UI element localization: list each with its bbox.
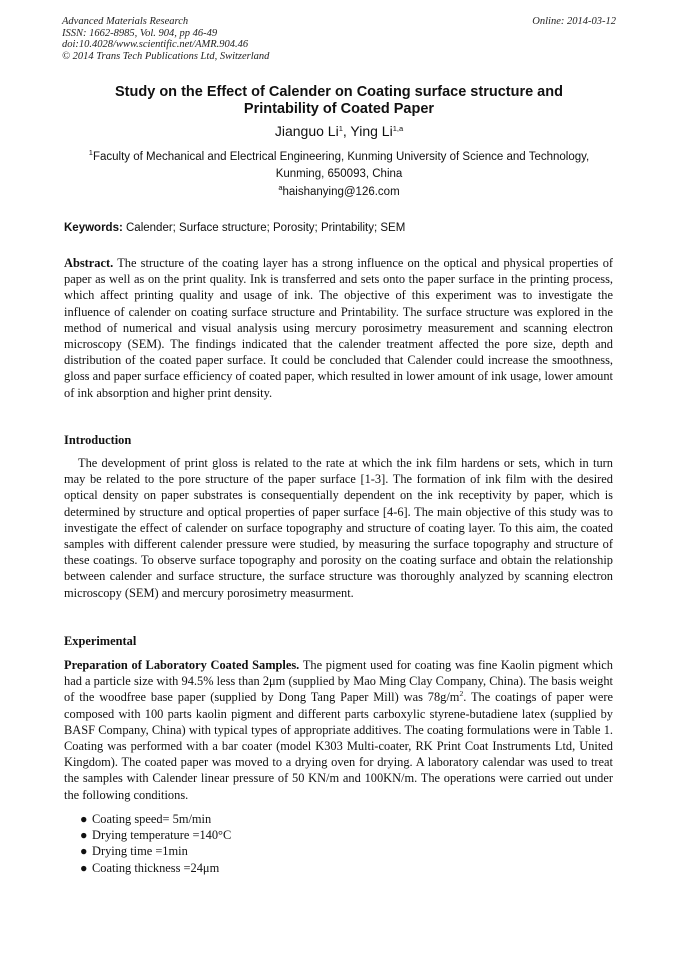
copyright-line: © 2014 Trans Tech Publications Ltd, Switzerland: [62, 50, 270, 62]
list-item: ● Coating speed= 5m/min: [80, 812, 212, 826]
paper-title: [62, 84, 616, 118]
email-link[interactable]: haishanying@126.com: [282, 186, 400, 198]
abstract-text: The structure of the coating layer has a strong influence on the optical and physical properties of paper as well as on the print quality. Ink is transferred and sets onto the paper surface in the printing process, which affect printing quality and usage of ink. The objective of this experiment was to investigate the influence of calender on coating surface structure and Printability. The surface structure was explored in the method of numerical and visual analysis using mercury porosimetry measurement and scanning electron microscopy (SEM). The findings indicated that the calender treatment affected the pore size, depth and distribution of the coated paper surface. It could be concluded that Calender could increase the smoothness, gloss and paper surface efficiency of coated paper, which resulted in lower amount of ink usage, lower amount of ink absorption and higher print density.: [64, 256, 614, 400]
affiliation-line-2: Kunming, 650093, China: [275, 168, 403, 180]
introduction-heading: Introduction: [64, 433, 132, 447]
abstract-label: Abstract.: [64, 256, 114, 270]
issn-line: ISSN: 1662-8985, Vol. 904, pp 46-49: [62, 27, 218, 39]
conditions-list: [80, 811, 480, 876]
superscript: 2: [459, 689, 464, 699]
author-email: [62, 185, 616, 200]
experimental-heading: Experimental: [64, 634, 137, 648]
affiliation: [62, 149, 616, 183]
author-affiliation-mark: 1,a: [392, 124, 404, 133]
experimental-paragraph: Preparation of Laboratory Coated Samples. The pigment used for coating was fine Kaolin pigment which had a particle size with 94.5% less than 2μm (supplied by Mao Ming Clay Company, China). The basis weight of the woodfree base paper (supplied by Dong Tang Paper Mill) was $78g/m^2$. The coatings of paper were composed with 100 parts kaolin pigment and different parts carboxylic styrene-butadiene latex (supplied by BASF Company, China) with typical types of appropriate additives. The coating formulations were in Table 1. Coating was performed with a bar coater (model K303 Multi-coater, RK Print Coat Instruments Ltd, United Kingdom). The coated paper was moved to a drying oven for drying. A laboratory calendar was used to treat the samples with Calender linear pressure of 50 KN/m and 100KN/m. The operations were carried out under the following conditions.: [64, 658, 614, 802]
list-item: ● Drying temperature =140°C: [80, 828, 232, 843]
author-name: Ying Li: [350, 123, 393, 139]
introduction-paragraph: The development of print gloss is related to the rate at which the ink film hardens or sets, which in turn may be related to the pore structure of the paper surface [1-3]. The formation of ink film with the desired optical density on paper substrates is consequentially dependent on the ink receptivity by paper, which is determined by structure and optical properties of paper surface [4-6]. The main objective of this study was to investigate the effect of calender on surface topography and structure of coating layer. To this aim, the coated samples with different calender pressure were studied, by measuring the surface topography and structure of these coatings. To observe surface topography and porosity on the coating surface and obtain the relationship between calender and surface structure, the surface structure was thoroughly analyzed by scanning electron microscopy (SEM) and mercury porosimetry measurment.: [64, 456, 613, 600]
keywords-text: Calender; Surface structure; Porosity; Printability; SEM: [126, 222, 406, 234]
bullet-icon: ●: [80, 812, 88, 826]
doi-line: doi:10.4028/www.scientific.net/AMR.904.46: [62, 39, 249, 50]
journal-name: Advanced Materials Research: [62, 16, 189, 27]
abstract-paragraph: [64, 255, 613, 401]
online-date: Online: 2014-03-12: [532, 16, 616, 27]
author-affiliation-mark: 1: [338, 124, 343, 133]
title-line-1: Study on the Effect of Calender on Coating surface structure and: [115, 84, 563, 100]
list-item: ● Coating thickness =24μm: [80, 860, 220, 875]
title-line-2: Printability of Coated Paper: [243, 101, 435, 117]
affiliation-line-1: $^1$Faculty of Mechanical and Electrical Engineering, Kunming University of Science and Technology,: [88, 148, 590, 163]
author-name: Jianguo Li: [274, 123, 339, 139]
list-item: ● Drying time =1min: [80, 844, 188, 859]
bullet-icon: ●: [80, 844, 88, 859]
keywords: [64, 221, 616, 236]
author-list: [62, 122, 616, 140]
bullet-icon: ●: [80, 860, 88, 875]
affiliation-mark: 1: [88, 148, 93, 157]
email-mark: a: [278, 183, 283, 192]
bullet-icon: ●: [80, 828, 88, 843]
experimental-subheading: Preparation of Laboratory Coated Samples.: [64, 658, 300, 672]
keywords-label: Keywords:: [64, 222, 123, 234]
author-separator: ,: [342, 123, 351, 139]
journal-header: [62, 16, 616, 62]
